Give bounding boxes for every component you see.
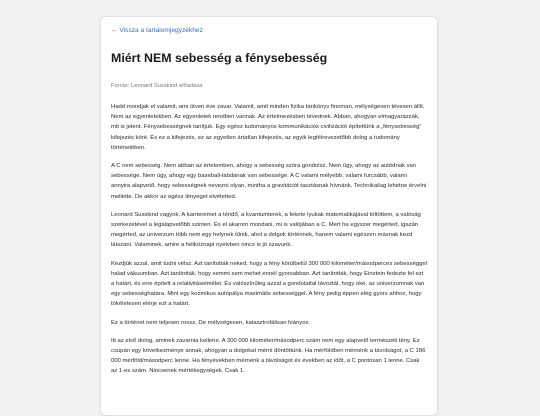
back-to-contents-link[interactable]: ← Vissza a tartalomjegyzékhez [111, 27, 203, 34]
paragraph: A C nem sebesség. Nem abban az értelemben, ahogy a sebesség szóra gondolsz. Nem úgy, ahogy az autódnak van sebessége. Nem úgy, ahogy egy baseball-labdának van sebessége. A C valami mélyebb, valami furcsább, valami annyira alapvető, hogy sebességnek nevezni olyan, mintha a gravitációt tasztásnak hívnánk. Technikailag lehetne érvelni mellette. De akkor az egész lényeget elvétetted. [111, 163, 427, 200]
article-card [100, 16, 438, 416]
paragraph: Kezdjük azzal, amit tudni vélsz. Azt tanították neked, hogy a fény körülbelül 300 000 kilométer/másodperces sebességgel halad vákuumban. Azt tanították, hogy semmi sem mehet ennél gyorsabban. Azt tanították, hogy Einstein fedezte fel ezt a határt, és erre épített a relativitáselmélet. És valószínűleg azzal a gondolattal távoztál, hogy oké, az univerzumnak van egy sebességhatára. Mint egy kozmikus autópálya maximális sebességgel. A fény pedig éppen elég gyors ahhoz, hogy tökéletesen elérje ezt a határt. [111, 260, 427, 308]
article-body [111, 102, 427, 377]
paragraph: Ez a történet nem teljesen rossz. De mélységesen, katasztrofálisan hiányos. [111, 319, 311, 326]
source-line: Forrás: Leonard Susskind előadása [111, 83, 203, 89]
paragraph: Itt az első dolog, aminek zavarnia kellene. A 300 000 kilométer/másodperc szám nem egy alapvető természeti tény. Ez csupán egy következménye annak, ahogyan a dolgokat mérni döntöttünk. Ha mérföldben mérnénk a távolságot, a C 186 000 mérföld/másodperc lenne. Ha fényévekben mérnénk a távolságot és években az időt, a C pontosan 1 lenne. Csak az 1-es szám. Nincsenek mértékegységek. Csak 1. [111, 337, 426, 375]
paragraph: Leonard Susskind vagyok. A karrieremet a téridő, a kvantumterek, a fekete lyukak matematikájával töltöttem, a valóság szerkezetével a legalapvetőbb szinten. És el akarom mondani, mi is valójában a C. Mert ha egyszer megérted, igazán megérted, az univerzum több nem egy helynek tűnik, ahol a dolgok történnek, hanem valami egészen másnak kezd látszani. Valaminek, amire a hétköznapi nyelvben nincs is jó szavunk. [111, 211, 421, 249]
page-title: Miért NEM sebesség a fénysebesség [111, 51, 328, 65]
paragraph: Hadd mondjak el valamit, ami ötven éve zavar. Valamit, amit minden fizika tankönyv finoman, mélységesen tévesen állít. Nem az egyenletekben. Az egyenletek rendben vannak. Az értelmezésben tévednek. Abban, ahogyan elmagyarázzák, mit is jelent. Fénysebességnek tanítjuk. Egy egész tudományos kommunikációs civilizációt építettünk a „fénysebesség” kifejezés köré. És ez a kifejezés, ez az egyetlen ártatlan kifejezés, az egyik legfélrevezetőbb dolog a tudomány történetében. [111, 104, 425, 151]
